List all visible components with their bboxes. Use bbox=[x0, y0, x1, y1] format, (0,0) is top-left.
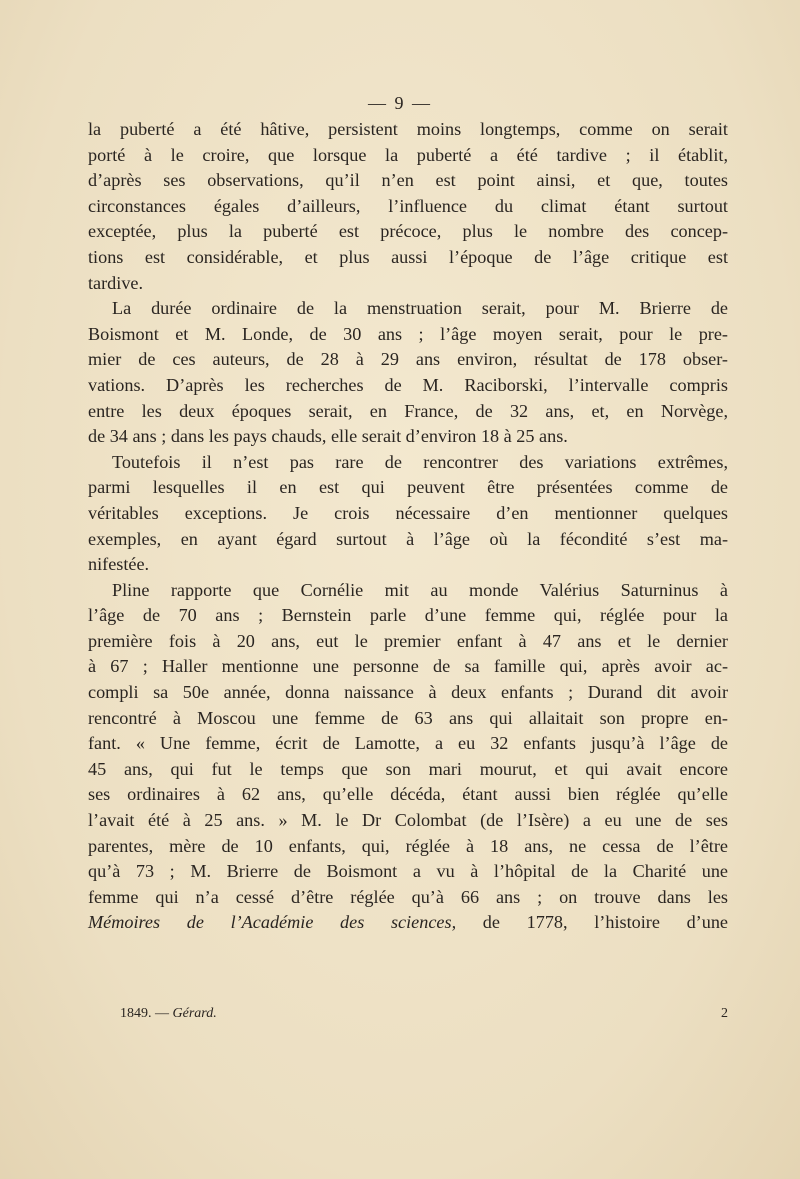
text-line bbox=[88, 885, 728, 911]
line-text: porté à le croire, que lorsque la puberté a été tardive ; il établit, bbox=[88, 144, 728, 165]
line-text: 45 ans, qui fut le temps que son mari mourut, et qui avait encore bbox=[88, 758, 728, 779]
line-text: d’après ses observations, qu’il n’en est point ainsi, et que, toutes bbox=[88, 170, 728, 191]
text-line bbox=[88, 680, 728, 706]
text-line bbox=[88, 731, 728, 757]
text-line bbox=[88, 450, 728, 476]
line-text: première fois à 20 ans, eut le premier enfant à 47 ans et le dernier bbox=[88, 630, 728, 651]
text-line bbox=[88, 578, 728, 604]
text-line bbox=[88, 603, 728, 629]
text-line bbox=[88, 424, 728, 450]
line-text: tardive. bbox=[88, 272, 144, 293]
text-line bbox=[88, 117, 728, 143]
line-text: Pline rapporte que Cornélie mit au monde Valérius Saturninus à bbox=[112, 579, 728, 600]
printer-signature bbox=[120, 1004, 217, 1024]
text-line bbox=[88, 219, 728, 245]
line-text: ses ordinaires à 62 ans, qu’elle décéda, étant aussi bien réglée qu’elle bbox=[88, 784, 728, 805]
line-text: véritables exceptions. Je crois nécessaire d’en mentionner quelques bbox=[88, 502, 728, 523]
line-text: de 34 ans ; dans les pays chauds, elle serait d’environ 18 à 25 ans. bbox=[88, 426, 568, 447]
line-text: entre les deux époques serait, en France, de 32 ans, et, en Norvège, bbox=[88, 400, 728, 421]
text-line bbox=[88, 143, 728, 169]
line-text: Toutefois il n’est pas rare de rencontrer des variations extrêmes, bbox=[112, 451, 728, 472]
line-text: exemples, en ayant égard surtout à l’âge où la fécondité s’est ma- bbox=[88, 528, 728, 549]
text-line bbox=[88, 706, 728, 732]
text-line bbox=[88, 347, 728, 373]
text-line bbox=[88, 168, 728, 194]
signature-mark: 2 bbox=[721, 1006, 728, 1021]
line-text: l’âge de 70 ans ; Bernstein parle d’une femme qui, réglée pour la bbox=[88, 605, 728, 626]
line-text: mier de ces auteurs, de 28 à 29 ans environ, résultat de 178 obser- bbox=[88, 349, 728, 370]
text-line bbox=[88, 194, 728, 220]
line-text: parentes, mère de 10 enfants, qui, réglée à 18 ans, ne cessa de l’être bbox=[88, 835, 728, 856]
line-text: l’avait été à 25 ans. » M. le Dr Colombat (de l’Isère) a eu une de ses bbox=[88, 810, 728, 831]
line-text: la puberté a été hâtive, persistent moins longtemps, comme on serait bbox=[88, 119, 728, 139]
line-text: femme qui n’a cessé d’être réglée qu’à 66 ans ; on trouve dans les bbox=[88, 886, 728, 907]
text-line bbox=[88, 654, 728, 680]
line-text: parmi lesquelles il en est qui peuvent être présentées comme de bbox=[88, 477, 728, 498]
text-line bbox=[88, 399, 728, 425]
body-text bbox=[88, 117, 728, 936]
line-text: à 67 ; Haller mentionne une personne de sa famille qui, après avoir ac- bbox=[88, 656, 728, 677]
text-line bbox=[88, 271, 728, 297]
text-line bbox=[88, 475, 728, 501]
text-line bbox=[88, 296, 728, 322]
line-text: rencontré à Moscou une femme de 63 ans qui allaitait son propre en- bbox=[88, 707, 728, 728]
line-text: Boismont et M. Londe, de 30 ans ; l’âge moyen serait, pour le pre- bbox=[88, 323, 728, 344]
signature-author: Gérard. bbox=[172, 1006, 217, 1021]
italic-title: Mémoires de l’Académie des sciences, bbox=[88, 912, 457, 933]
text-line bbox=[88, 552, 728, 578]
text-line bbox=[88, 782, 728, 808]
text-line bbox=[88, 834, 728, 860]
line-text: circonstances égales d’ailleurs, l’influence du climat étant surtout bbox=[88, 195, 728, 216]
text-line bbox=[88, 245, 728, 271]
line-text: fant. « Une femme, écrit de Lamotte, a eu 32 enfants jusqu’à l’âge de bbox=[88, 733, 728, 754]
line-text: exceptée, plus la puberté est précoce, plus le nombre des concep- bbox=[88, 221, 728, 242]
line-text: La durée ordinaire de la menstruation serait, pour M. Brierre de bbox=[112, 298, 728, 319]
text-line bbox=[88, 629, 728, 655]
text-line bbox=[88, 373, 728, 399]
line-text: qu’à 73 ; M. Brierre de Boismont a vu à l’hôpital de la Charité une bbox=[88, 861, 728, 882]
text-line bbox=[88, 808, 728, 834]
text-line bbox=[88, 322, 728, 348]
page-number: — 9 — bbox=[368, 93, 432, 113]
page-footer bbox=[88, 1004, 728, 1024]
text-line bbox=[88, 501, 728, 527]
line-text: de 1778, l’histoire d’une bbox=[456, 912, 728, 933]
text-line bbox=[88, 757, 728, 783]
signature-year: 1849. — bbox=[120, 1006, 173, 1021]
line-text: nifestée. bbox=[88, 554, 150, 575]
line-text: compli sa 50e année, donna naissance à deux enfants ; Durand dit avoir bbox=[88, 682, 728, 703]
text-line bbox=[88, 859, 728, 885]
text-line bbox=[88, 527, 728, 553]
line-text: tions est considérable, et plus aussi l’époque de l’âge critique est bbox=[88, 246, 728, 267]
text-line bbox=[88, 910, 728, 936]
line-text: vations. D’après les recherches de M. Raciborski, l’intervalle compris bbox=[88, 374, 728, 395]
